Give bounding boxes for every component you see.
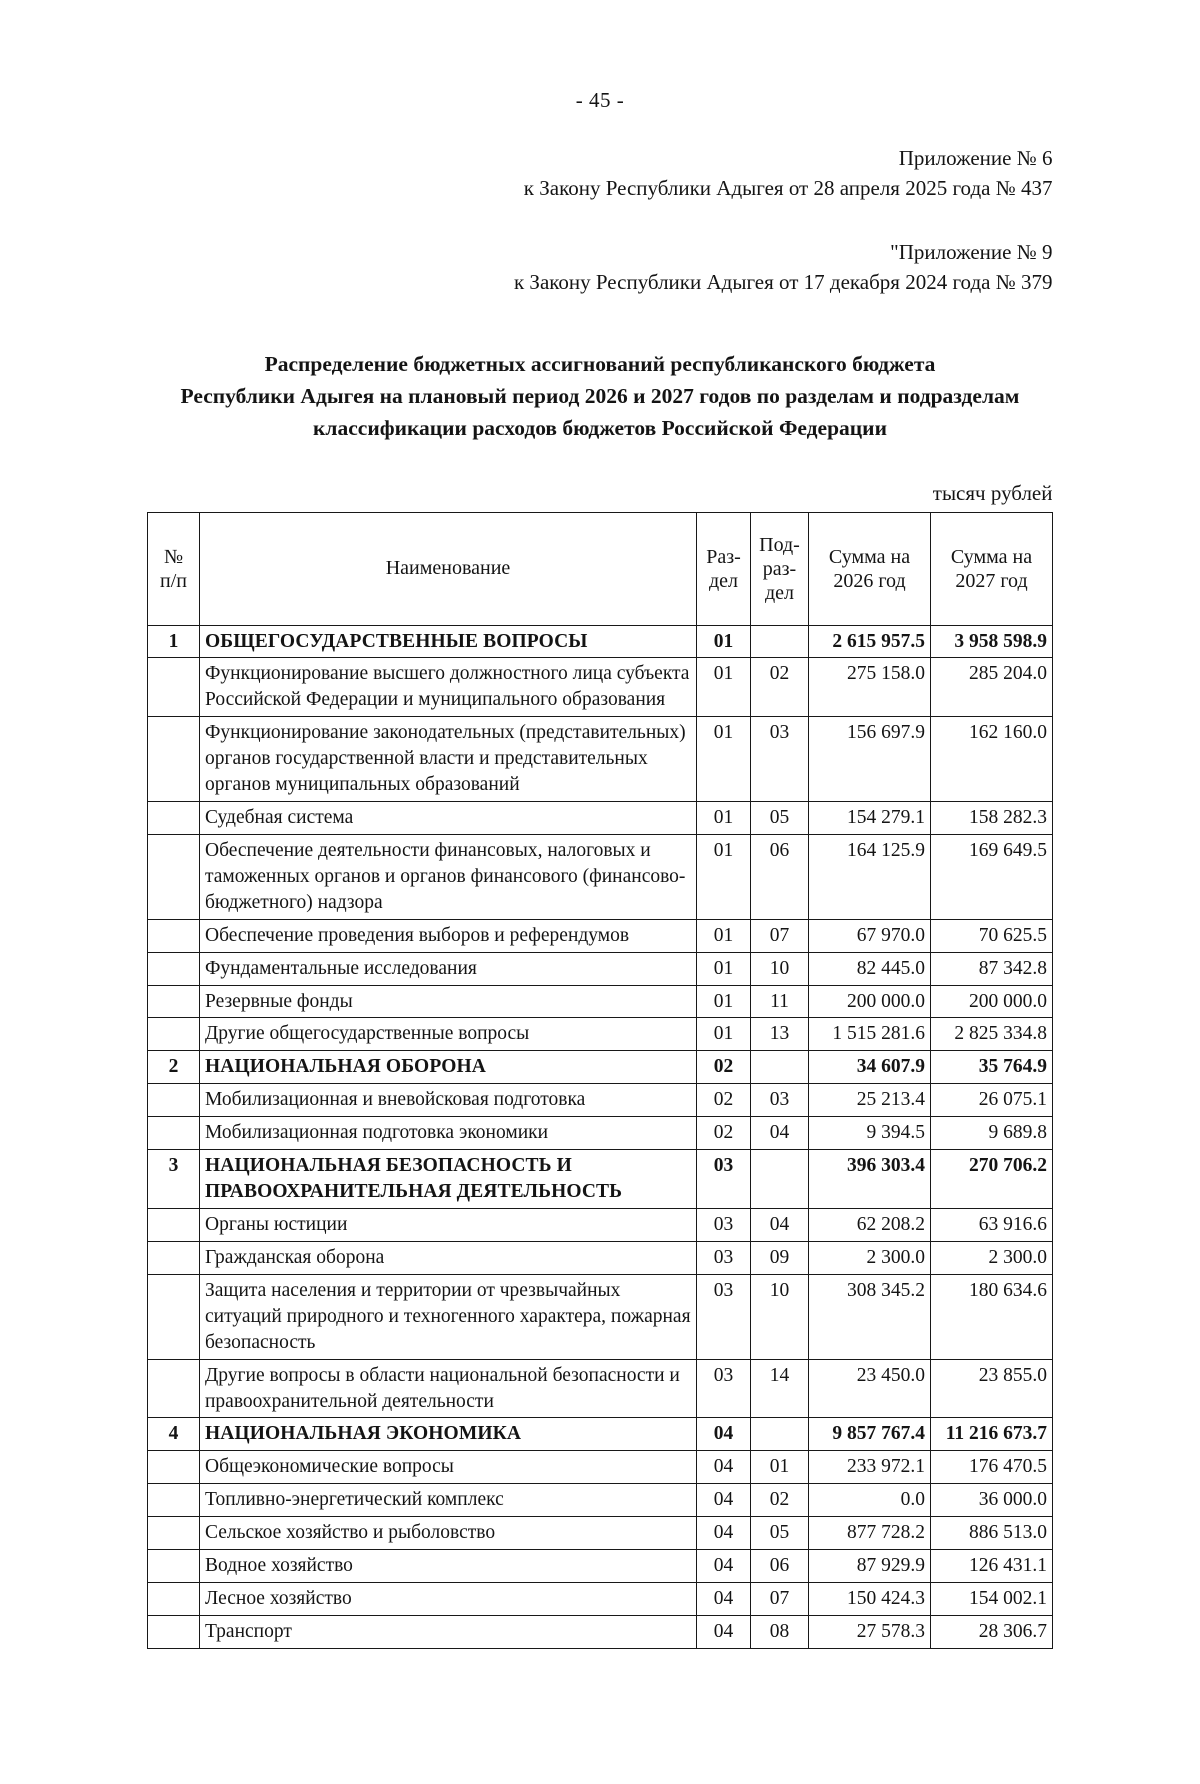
cell-number	[148, 834, 200, 919]
cell-name: ОБЩЕГОСУДАРСТВЕННЫЕ ВОПРОСЫ	[200, 625, 697, 658]
cell-sum-2026: 156 697.9	[809, 717, 931, 802]
budget-allocation-table	[147, 512, 1053, 1649]
cell-sum-2026: 82 445.0	[809, 952, 931, 985]
cell-name: НАЦИОНАЛЬНАЯ ЭКОНОМИКА	[200, 1418, 697, 1451]
appendix-primary-line2: к Закону Республики Адыгея от 28 апреля 2025 года № 437	[523, 176, 1053, 201]
table-row	[148, 1418, 1053, 1451]
cell-number	[148, 1484, 200, 1517]
table-row	[148, 802, 1053, 835]
cell-name: НАЦИОНАЛЬНАЯ ОБОРОНА	[200, 1051, 697, 1084]
cell-sum-2027: 9 689.8	[931, 1117, 1053, 1150]
cell-name: НАЦИОНАЛЬНАЯ БЕЗОПАСНОСТЬ И ПРАВООХРАНИТЕЛЬНАЯ ДЕЯТЕЛЬНОСТЬ	[200, 1150, 697, 1209]
document-page	[0, 88, 1200, 1784]
cell-number: 4	[148, 1418, 200, 1451]
cell-sum-2027: 126 431.1	[931, 1550, 1053, 1583]
header-podrazdel-line3: дел	[764, 581, 795, 604]
header-razdel	[697, 512, 751, 625]
cell-podrazdel: 03	[751, 717, 809, 802]
header-razdel-line1: Раз-	[706, 545, 741, 568]
cell-razdel: 04	[697, 1583, 751, 1616]
cell-sum-2027: 162 160.0	[931, 717, 1053, 802]
header-number-line2: п/п	[160, 569, 187, 592]
table-row	[148, 1616, 1053, 1649]
table-row	[148, 1051, 1053, 1084]
header-number	[148, 512, 200, 625]
cell-podrazdel: 05	[751, 1517, 809, 1550]
cell-sum-2027: 169 649.5	[931, 834, 1053, 919]
cell-razdel: 02	[697, 1051, 751, 1084]
cell-podrazdel: 11	[751, 985, 809, 1018]
cell-sum-2026: 27 578.3	[809, 1616, 931, 1649]
header-sum-2027	[931, 512, 1053, 625]
table-row	[148, 1550, 1053, 1583]
cell-sum-2026: 9 394.5	[809, 1117, 931, 1150]
cell-number	[148, 1451, 200, 1484]
header-sum-2026-line2: 2026 год	[833, 569, 906, 592]
cell-sum-2026: 67 970.0	[809, 919, 931, 952]
table-row	[148, 834, 1053, 919]
cell-number	[148, 1117, 200, 1150]
cell-sum-2026: 9 857 767.4	[809, 1418, 931, 1451]
cell-sum-2027: 886 513.0	[931, 1517, 1053, 1550]
table-row	[148, 1018, 1053, 1051]
document-title-line1: Распределение бюджетных ассигнований республиканского бюджета	[264, 351, 936, 376]
cell-razdel: 01	[697, 658, 751, 717]
cell-name: Сельское хозяйство и рыболовство	[200, 1517, 697, 1550]
cell-sum-2026: 200 000.0	[809, 985, 931, 1018]
cell-sum-2026: 1 515 281.6	[809, 1018, 931, 1051]
cell-sum-2027: 36 000.0	[931, 1484, 1053, 1517]
cell-razdel: 03	[697, 1150, 751, 1209]
cell-razdel: 03	[697, 1241, 751, 1274]
document-title-line3: классификации расходов бюджетов Российской Федерации	[313, 416, 887, 441]
cell-sum-2026: 150 424.3	[809, 1583, 931, 1616]
cell-razdel: 04	[697, 1484, 751, 1517]
table-row	[148, 1209, 1053, 1242]
table-row	[148, 952, 1053, 985]
cell-name: Мобилизационная и вневойсковая подготовка	[200, 1084, 697, 1117]
cell-razdel: 04	[697, 1550, 751, 1583]
cell-number	[148, 919, 200, 952]
cell-podrazdel: 10	[751, 952, 809, 985]
cell-name: Судебная система	[200, 802, 697, 835]
cell-sum-2026: 34 607.9	[809, 1051, 931, 1084]
header-podrazdel-line1: Под-	[759, 533, 800, 556]
cell-podrazdel	[751, 625, 809, 658]
cell-sum-2027: 154 002.1	[931, 1583, 1053, 1616]
table-row	[148, 1517, 1053, 1550]
cell-number	[148, 1616, 200, 1649]
header-sum-2026-line1: Сумма на	[828, 545, 911, 568]
table-header-row	[148, 512, 1053, 625]
cell-podrazdel: 02	[751, 658, 809, 717]
cell-name: Функционирование высшего должностного лица субъекта Российской Федерации и муниципального образования	[200, 658, 697, 717]
cell-sum-2026: 87 929.9	[809, 1550, 931, 1583]
cell-podrazdel: 02	[751, 1484, 809, 1517]
cell-sum-2026: 233 972.1	[809, 1451, 931, 1484]
table-row	[148, 1084, 1053, 1117]
cell-podrazdel: 05	[751, 802, 809, 835]
cell-sum-2027: 200 000.0	[931, 985, 1053, 1018]
cell-name: Мобилизационная подготовка экономики	[200, 1117, 697, 1150]
cell-number	[148, 1274, 200, 1359]
appendix-primary-line1: Приложение № 6	[898, 146, 1053, 170]
page-number: - 45 -	[575, 88, 625, 112]
units-note: тысяч рублей	[932, 480, 1053, 505]
cell-podrazdel: 01	[751, 1451, 809, 1484]
cell-number	[148, 1517, 200, 1550]
cell-podrazdel: 13	[751, 1018, 809, 1051]
table-row	[148, 985, 1053, 1018]
table-row	[148, 1117, 1053, 1150]
cell-number: 2	[148, 1051, 200, 1084]
cell-razdel: 03	[697, 1209, 751, 1242]
header-razdel-line2: дел	[708, 569, 739, 592]
cell-name: Водное хозяйство	[200, 1550, 697, 1583]
cell-razdel: 01	[697, 717, 751, 802]
cell-razdel: 01	[697, 625, 751, 658]
cell-razdel: 02	[697, 1084, 751, 1117]
cell-razdel: 01	[697, 985, 751, 1018]
header-number-line1: №	[163, 545, 184, 568]
cell-number	[148, 1018, 200, 1051]
cell-name: Обеспечение деятельности финансовых, налоговых и таможенных органов и органов финансового (финансово-бюджетного) надзора	[200, 834, 697, 919]
cell-podrazdel: 04	[751, 1209, 809, 1242]
cell-number	[148, 1550, 200, 1583]
cell-name: Другие общегосударственные вопросы	[200, 1018, 697, 1051]
cell-sum-2026: 275 158.0	[809, 658, 931, 717]
cell-razdel: 03	[697, 1359, 751, 1418]
cell-sum-2027: 26 075.1	[931, 1084, 1053, 1117]
cell-razdel: 04	[697, 1517, 751, 1550]
document-title	[148, 348, 1053, 445]
cell-sum-2026: 0.0	[809, 1484, 931, 1517]
cell-number	[148, 1084, 200, 1117]
cell-podrazdel: 07	[751, 919, 809, 952]
cell-name: Резервные фонды	[200, 985, 697, 1018]
cell-podrazdel: 08	[751, 1616, 809, 1649]
appendix-secondary-reference	[148, 237, 1053, 298]
cell-podrazdel: 04	[751, 1117, 809, 1150]
cell-razdel: 01	[697, 834, 751, 919]
cell-sum-2027: 63 916.6	[931, 1209, 1053, 1242]
cell-name: Транспорт	[200, 1616, 697, 1649]
table-row	[148, 1150, 1053, 1209]
cell-razdel: 04	[697, 1418, 751, 1451]
cell-sum-2027: 70 625.5	[931, 919, 1053, 952]
cell-podrazdel: 10	[751, 1274, 809, 1359]
header-sum-2026	[809, 512, 931, 625]
cell-number	[148, 1209, 200, 1242]
table-row	[148, 1484, 1053, 1517]
table-row	[148, 919, 1053, 952]
cell-sum-2026: 2 300.0	[809, 1241, 931, 1274]
cell-razdel: 01	[697, 802, 751, 835]
cell-number	[148, 802, 200, 835]
cell-name: Органы юстиции	[200, 1209, 697, 1242]
cell-sum-2027: 35 764.9	[931, 1051, 1053, 1084]
cell-sum-2026: 62 208.2	[809, 1209, 931, 1242]
table-row	[148, 658, 1053, 717]
cell-podrazdel: 09	[751, 1241, 809, 1274]
table-body	[148, 625, 1053, 1648]
cell-sum-2027: 180 634.6	[931, 1274, 1053, 1359]
cell-sum-2026: 164 125.9	[809, 834, 931, 919]
table-row	[148, 1359, 1053, 1418]
cell-podrazdel: 06	[751, 834, 809, 919]
cell-sum-2026: 25 213.4	[809, 1084, 931, 1117]
cell-sum-2026: 154 279.1	[809, 802, 931, 835]
cell-sum-2027: 2 825 334.8	[931, 1018, 1053, 1051]
cell-sum-2026: 2 615 957.5	[809, 625, 931, 658]
cell-number	[148, 658, 200, 717]
table-row	[148, 625, 1053, 658]
cell-sum-2027: 87 342.8	[931, 952, 1053, 985]
cell-name: Защита населения и территории от чрезвычайных ситуаций природного и техногенного характера, пожарная безопасность	[200, 1274, 697, 1359]
cell-sum-2027: 270 706.2	[931, 1150, 1053, 1209]
cell-number: 3	[148, 1150, 200, 1209]
cell-razdel: 03	[697, 1274, 751, 1359]
cell-podrazdel: 07	[751, 1583, 809, 1616]
cell-name: Другие вопросы в области национальной безопасности и правоохранительной деятельности	[200, 1359, 697, 1418]
cell-sum-2027: 158 282.3	[931, 802, 1053, 835]
cell-number	[148, 952, 200, 985]
cell-podrazdel: 06	[751, 1550, 809, 1583]
cell-number	[148, 1583, 200, 1616]
cell-sum-2027: 285 204.0	[931, 658, 1053, 717]
cell-sum-2027: 28 306.7	[931, 1616, 1053, 1649]
cell-number	[148, 1359, 200, 1418]
cell-number	[148, 985, 200, 1018]
cell-sum-2026: 877 728.2	[809, 1517, 931, 1550]
cell-razdel: 02	[697, 1117, 751, 1150]
document-title-line2: Республики Адыгея на плановый период 2026 и 2027 годов по разделам и подразделам	[180, 384, 1020, 408]
cell-name: Общеэкономические вопросы	[200, 1451, 697, 1484]
appendix-secondary-line1: "Приложение № 9	[890, 239, 1053, 264]
cell-name: Лесное хозяйство	[200, 1583, 697, 1616]
cell-name: Фундаментальные исследования	[200, 952, 697, 985]
cell-podrazdel	[751, 1418, 809, 1451]
cell-razdel: 01	[697, 919, 751, 952]
table-row	[148, 1451, 1053, 1484]
cell-podrazdel	[751, 1051, 809, 1084]
appendix-primary-reference	[148, 143, 1053, 204]
header-sum-2027-line2: 2027 год	[955, 569, 1028, 592]
header-podrazdel	[751, 512, 809, 625]
cell-sum-2027: 2 300.0	[931, 1241, 1053, 1274]
cell-sum-2027: 11 216 673.7	[931, 1418, 1053, 1451]
header-sum-2027-line1: Сумма на	[950, 545, 1033, 568]
table-row	[148, 1274, 1053, 1359]
header-name: Наименование	[200, 512, 697, 625]
cell-number	[148, 1241, 200, 1274]
cell-sum-2026: 396 303.4	[809, 1150, 931, 1209]
cell-sum-2026: 308 345.2	[809, 1274, 931, 1359]
cell-sum-2027: 3 958 598.9	[931, 625, 1053, 658]
cell-name: Гражданская оборона	[200, 1241, 697, 1274]
cell-razdel: 04	[697, 1451, 751, 1484]
cell-sum-2026: 23 450.0	[809, 1359, 931, 1418]
header-podrazdel-line2: раз-	[762, 557, 797, 580]
cell-podrazdel: 14	[751, 1359, 809, 1418]
appendix-secondary-line2: к Закону Республики Адыгея от 17 декабря 2024 года № 379	[513, 270, 1053, 295]
cell-name: Обеспечение проведения выборов и референдумов	[200, 919, 697, 952]
cell-razdel: 01	[697, 1018, 751, 1051]
table-row	[148, 717, 1053, 802]
cell-name: Функционирование законодательных (представительных) органов государственной власти и представительных органов муниципальных образований	[200, 717, 697, 802]
cell-number: 1	[148, 625, 200, 658]
table-row	[148, 1583, 1053, 1616]
table-row	[148, 1241, 1053, 1274]
cell-podrazdel: 03	[751, 1084, 809, 1117]
cell-number	[148, 717, 200, 802]
cell-razdel: 01	[697, 952, 751, 985]
cell-sum-2027: 176 470.5	[931, 1451, 1053, 1484]
cell-sum-2027: 23 855.0	[931, 1359, 1053, 1418]
cell-podrazdel	[751, 1150, 809, 1209]
cell-razdel: 04	[697, 1616, 751, 1649]
cell-name: Топливно-энергетический комплекс	[200, 1484, 697, 1517]
